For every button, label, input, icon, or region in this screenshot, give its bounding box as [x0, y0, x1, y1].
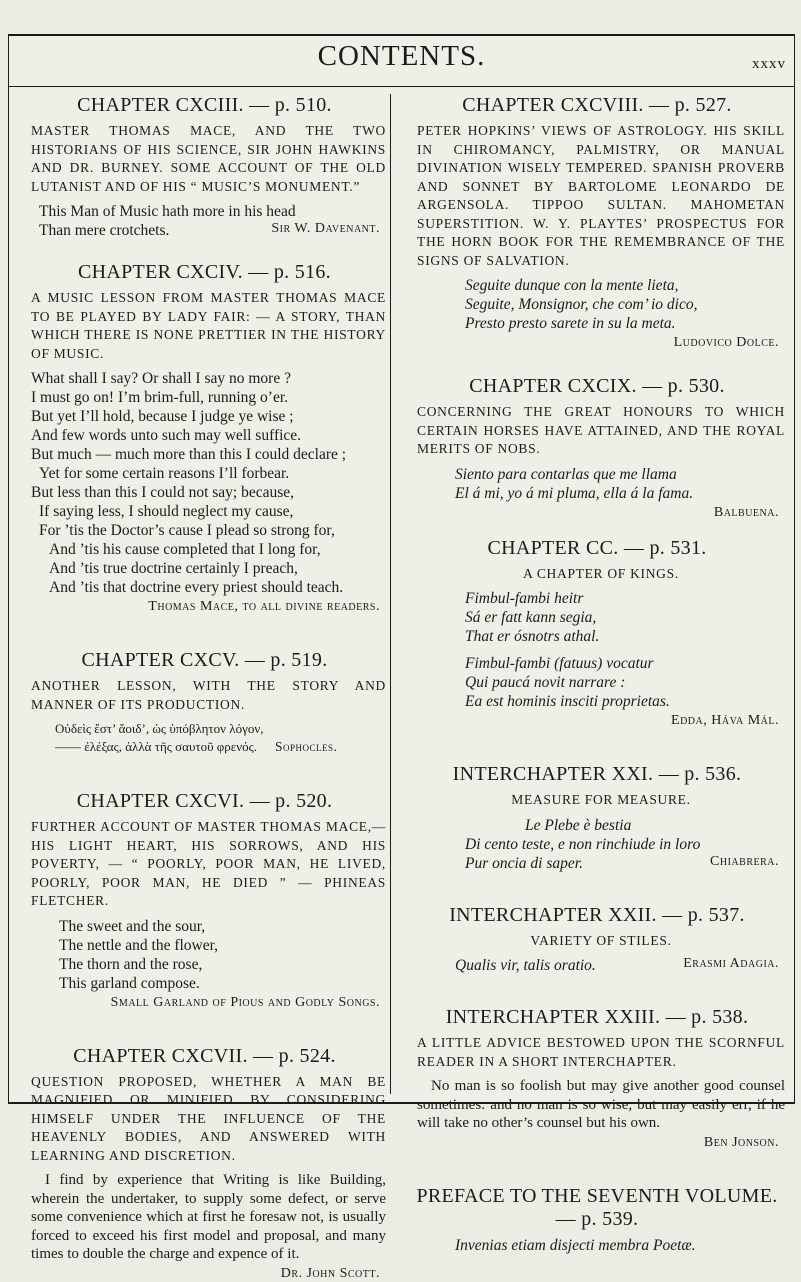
chapter-title: CHAPTER CXCIX. — p. 530.: [469, 375, 725, 397]
epigraph: [59, 917, 390, 993]
epigraph-attribution: Chiabrera.: [710, 853, 779, 869]
chapter-summary: A MUSIC LESSON FROM MASTER THOMAS MACE TO BE PLAYED BY LADY FAIR: — A STORY, THAN WHICH THERE IS NONE PRETTIER IN THE HISTORY OF MUSIC.: [31, 290, 386, 361]
epigraph-attribution: Ludovico Dolce.: [673, 335, 779, 350]
chapter-summary: FURTHER ACCOUNT OF MASTER THOMAS MACE,— HIS LIGHT HEART, HIS SORROWS, AND HIS POVERTY, — “ POORLY, POOR MAN, HE LIVED, POORLY, POOR MAN, HE DIED ” — PHINEAS FLETCHER.: [31, 819, 386, 908]
interchapter-xxiii: [405, 1006, 789, 1151]
epigraph-line: El á mi, yo á mi pluma, ella á la fama.: [455, 484, 694, 502]
chapter-page: — p. 539.: [555, 1207, 639, 1230]
epigraph-line: Presto presto sarete in su la meta.: [465, 315, 676, 332]
chapter-title: CHAPTER CXCVI. — p. 520.: [76, 790, 333, 812]
epigraph-line: And ’tis that doctrine every priest should teach.: [49, 579, 344, 596]
epigraph-line: Ea est hominis insciti proprietas.: [465, 693, 670, 710]
chapter-title: CHAPTER CC. — p. 531.: [487, 536, 707, 559]
book-page: [8, 34, 795, 1281]
chapter-cxcviii: [405, 94, 789, 351]
epigraph-line: Qualis vir, talis oratio.: [455, 957, 596, 974]
epigraph-line: But yet I’ll hold, because I judge ye wise ;: [31, 408, 294, 425]
epigraph: [465, 589, 789, 711]
epigraph-line: Invenias etiam disjecti membra Poetæ.: [455, 1236, 696, 1254]
epigraph-line: The sweet and the sour,: [59, 917, 206, 935]
chapter-title: INTERCHAPTER XXIII. — p. 538.: [445, 1006, 749, 1028]
epigraph-attribution: Sir W. Davenant.: [271, 221, 380, 236]
chapter-summary: A CHAPTER OF KINGS.: [523, 565, 679, 581]
chapter-summary: MEASURE FOR MEASURE.: [511, 792, 691, 807]
epigraph: [31, 369, 390, 597]
chapter-summary: A LITTLE ADVICE BESTOWED UPON THE SCORNFUL READER IN A SHORT INTERCHAPTER.: [417, 1035, 785, 1069]
chapter-title: CHAPTER CXCVII. — p. 524.: [73, 1044, 336, 1067]
epigraph: [455, 465, 789, 503]
epigraph-line: Fimbul-fambi (fatuus) vocatur: [465, 655, 654, 672]
epigraph-line: Than mere crotchets.: [39, 222, 170, 239]
epigraph-line: I must go on! I’m brim-full, running o’er.: [31, 389, 288, 406]
interchapter-xxii: [405, 904, 789, 973]
chapter-title: INTERCHAPTER XXII. — p. 537.: [449, 903, 745, 926]
epigraph-line: And ’tis his cause completed that I long for,: [49, 541, 321, 558]
epigraph-attribution: Sophocles.: [275, 739, 338, 754]
chapter-title: INTERCHAPTER XXI. — p. 536.: [452, 763, 742, 785]
epigraph-prose: I find by experience that Writing is like Building, wherein the undertaker, to supply some defect, or serve some convenience which at first he foresaw not, is usually forced to exceed his first model and proposal, and many times to double the charge and expence of it.: [31, 1172, 386, 1262]
greek-epigraph: [55, 720, 390, 756]
epigraph-line: And ’tis true doctrine certainly I preach,: [49, 560, 298, 577]
epigraph-line: But much — much more than this I could declare ;: [31, 446, 347, 463]
right-column: [405, 94, 789, 1254]
chapter-cxcvii: [19, 1045, 390, 1282]
chapter-cc: [405, 537, 789, 730]
epigraph-line: What shall I say? Or shall I say no more ?: [31, 370, 291, 387]
epigraph-line: Le Plebe è bestia: [525, 816, 632, 834]
running-head-title: CONTENTS.: [317, 40, 486, 72]
epigraph-line: The nettle and the flower,: [59, 936, 219, 954]
epigraph-attribution: Erasmi Adagia.: [683, 956, 779, 971]
running-head: [9, 38, 794, 86]
epigraph-line: Seguite dunque con la mente lieta,: [465, 277, 679, 294]
epigraph-line: Yet for some certain reasons I’ll forbear.: [39, 465, 290, 482]
epigraph-line: Fimbul-fambi heitr: [465, 590, 584, 607]
chapter-title: CHAPTER CXCIII. — p. 510.: [77, 94, 332, 116]
chapter-title: CHAPTER CXCVIII. — p. 527.: [462, 94, 732, 116]
epigraph: [455, 1236, 789, 1255]
interchapter-xxi: [405, 763, 789, 870]
epigraph-line: Siento para contarlas que me llama: [455, 465, 677, 483]
epigraph-attribution: Balbuena.: [713, 504, 779, 520]
epigraph-line: That er ósnotrs athal.: [465, 628, 600, 645]
epigraph-line: Seguite, Monsignor, che com’ io dico,: [465, 296, 698, 313]
chapter-title: PREFACE TO THE SEVENTH VOLUME.: [416, 1184, 778, 1207]
epigraph-line: Di cento teste, e non rinchiude in loro: [465, 835, 701, 853]
greek-line: —— ἐλέξας, ἀλλὰ τῆς σαυτοῦ φρενός.: [55, 739, 258, 754]
epigraph-line: The thorn and the rose,: [59, 955, 203, 973]
epigraph-line: This Man of Music hath more in his head: [39, 203, 296, 220]
epigraph-line: Qui paucá novit narrare :: [465, 674, 626, 691]
chapter-cxciii: [19, 94, 390, 237]
epigraph-line: This garland compose.: [59, 974, 200, 992]
epigraph-attribution: Thomas Mace, to all divine readers.: [148, 599, 380, 614]
greek-line: Οὐδεὶς ἔστ’ ἄοιδ’, ὡς ὑπόβλητον λόγον,: [55, 721, 264, 736]
header-rule: [9, 86, 794, 87]
preface-seventh-volume: [405, 1185, 789, 1255]
epigraph-attribution: Edda, Háva Mál.: [671, 713, 779, 728]
chapter-summary: CONCERNING THE GREAT HONOURS TO WHICH CERTAIN HORSES HAVE ATTAINED, AND THE ROYAL MERITS OF NOBS.: [417, 404, 785, 456]
chapter-summary: PETER HOPKINS’ VIEWS OF ASTROLOGY. HIS SKILL IN CHIROMANCY, PALMISTRY, OR MANUAL DIVINATION WISELY TEMPERED. SPANISH PROVERB AND SONNET BY BARTOLOME LEONARDO DE ARGENSOLA. TIPPOO SULTAN. MAHOMETAN SUPERSTITION. W. Y. PLAYTES’ PROSPECTUS FOR THE HORN BOOK FOR THE REMEMBRANCE OF THE SIGNS OF SALVATION.: [417, 123, 785, 268]
chapter-summary: MASTER THOMAS MACE, AND THE TWO HISTORIANS OF HIS SCIENCE, SIR JOHN HAWKINS AND DR. BURNEY. SOME ACCOUNT OF THE OLD LUTANIST AND OF HIS “ MUSIC’S MONUMENT.”: [31, 123, 386, 194]
chapter-summary: VARIETY OF STILES.: [530, 932, 672, 948]
epigraph-line: Pur oncia di saper.: [465, 854, 583, 872]
chapter-cxcix: [405, 375, 789, 521]
left-column: [19, 94, 391, 1281]
epigraph-attribution: Small Garland of Pious and Godly Songs.: [110, 994, 380, 1010]
epigraph-line: But less than this I could not say; because,: [31, 484, 295, 501]
epigraph-line: And few words unto such may well suffice.: [31, 427, 302, 444]
epigraph-attribution: Dr. John Scott.: [280, 1265, 380, 1281]
page-number: xxxv: [752, 56, 786, 72]
chapter-title: CHAPTER CXCIV. — p. 516.: [78, 261, 331, 283]
chapter-cxciv: [19, 261, 390, 615]
epigraph: [465, 276, 789, 333]
chapter-title: CHAPTER CXCV. — p. 519.: [81, 649, 328, 671]
epigraph-prose: No man is so foolish but may give another good counsel sometimes: and no man is so wise, but may easily err, if he will take no other’s counsel but his own.: [417, 1078, 785, 1131]
chapter-cxcvi: [19, 790, 390, 1011]
chapter-summary: ANOTHER LESSON, WITH THE STORY AND MANNER OF ITS PRODUCTION.: [31, 678, 386, 712]
epigraph-line: Sá er fatt kann segia,: [465, 609, 597, 626]
epigraph-line: For ’tis the Doctor’s cause I plead so strong for,: [39, 522, 335, 539]
epigraph-line: If saying less, I should neglect my cause,: [39, 503, 294, 520]
chapter-summary: QUESTION PROPOSED, WHETHER A MAN BE MAGNIFIED OR MINIFIED BY CONSIDERING HIMSELF UNDER THE INFLUENCE OF THE HEAVENLY BODIES, AND ANSWERED WITH LEARNING AND DISCRETION.: [31, 1073, 386, 1163]
epigraph-attribution: Ben Jonson.: [703, 1134, 779, 1150]
chapter-cxcv: [19, 649, 390, 756]
